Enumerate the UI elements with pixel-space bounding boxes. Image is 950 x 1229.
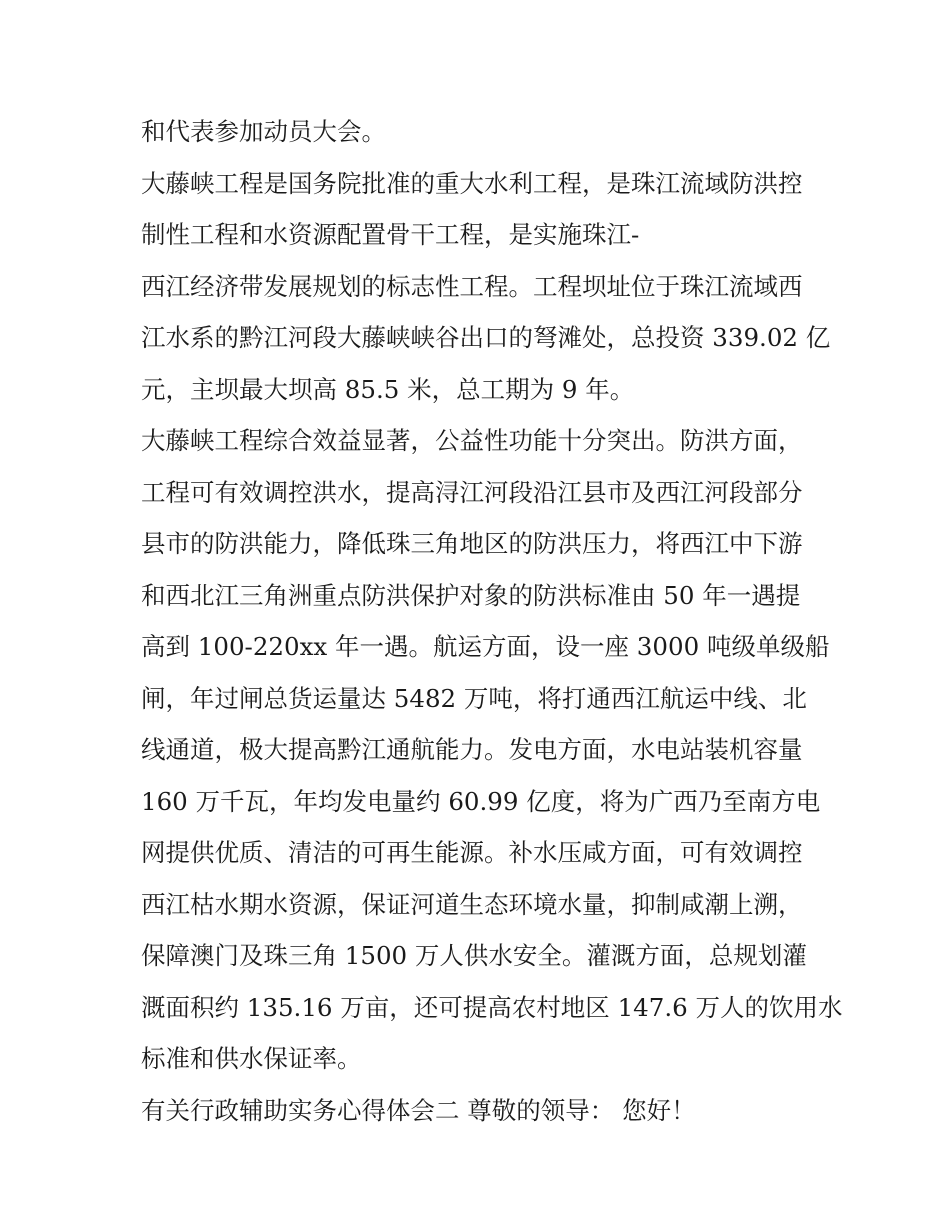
text-line: 线通道，极大提高黔江通航能力。发电方面，水电站装机容量	[141, 735, 803, 764]
text-line: 西江枯水期水资源，保证河道生态环境水量，抑制咸潮上溯，	[141, 889, 803, 919]
text-line: 和西北江三角洲重点防洪保护对象的防洪标准由 50 年一遇提	[141, 580, 801, 610]
text-line: 高到 100-220xx 年一遇。航运方面，设一座 3000 吨级单级船	[141, 632, 830, 661]
text-line: 闸，年过闸总货运量达 5482 万吨，将打通西江航运中线、北	[141, 683, 807, 713]
text-line: 大藤峡工程是国务院批准的重大水利工程，是珠江流域防洪控	[141, 168, 803, 198]
text-line: 制性工程和水资源配置骨干工程，是实施珠江-	[141, 220, 640, 249]
text-line: 大藤峡工程综合效益显著，公益性功能十分突出。防洪方面，	[141, 426, 803, 455]
text-line: 江水系的黔江河段大藤峡峡谷出口的弩滩处，总投资 339.02 亿	[141, 323, 831, 352]
text-line: 西江经济带发展规划的标志性工程。工程坝址位于珠江流域西	[141, 271, 803, 301]
text-line: 网提供优质、清洁的可再生能源。补水压咸方面，可有效调控	[141, 838, 803, 867]
text-line: 保障澳门及珠三角 1500 万人供水安全。灌溉方面，总规划灌	[141, 941, 807, 970]
text-line: 溉面积约 135.16 万亩，还可提高农村地区 147.6 万人的饮用水	[141, 992, 843, 1022]
text-line: 工程可有效调控洪水，提高浔江河段沿江县市及西江河段部分	[141, 477, 803, 507]
text-line: 标准和供水保证率。	[141, 1044, 362, 1073]
text-line: 160 万千瓦，年均发电量约 60.99 亿度，将为广西乃至南方电	[141, 786, 821, 816]
text-line: 元，主坝最大坝高 85.5 米，总工期为 9 年。	[141, 374, 635, 404]
text-line: 县市的防洪能力，降低珠三角地区的防洪压力，将西江中下游	[141, 529, 803, 558]
document-body	[141, 106, 843, 1136]
text-line: 有关行政辅助实务心得体会二 尊敬的领导： 您好！	[141, 1095, 696, 1125]
text-line: 和代表参加动员大会。	[141, 117, 386, 146]
